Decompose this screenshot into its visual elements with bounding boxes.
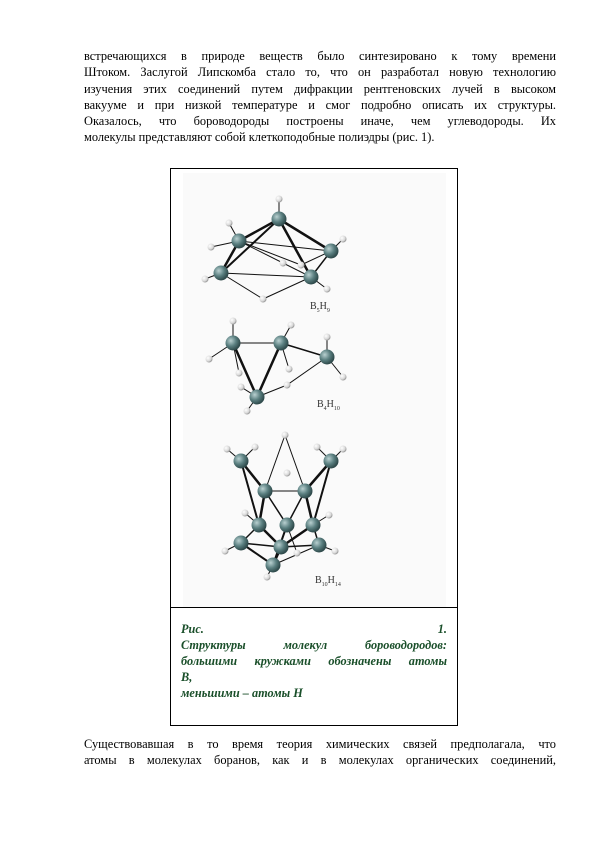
- text-line: атомы в молекулах боранов, как и в молекулах органических соединений,: [84, 753, 556, 768]
- caption-line: большими кружками обозначены атомы: [181, 654, 447, 668]
- figure-frame: [170, 168, 458, 726]
- molecule-structures-image: [183, 173, 446, 607]
- figure-caption: [181, 621, 447, 701]
- paragraph-top: [84, 48, 556, 146]
- text-line: Существовавшая в то время теория химических связей предполагала, что: [84, 737, 556, 751]
- b4h10-molecule: [206, 318, 347, 415]
- text-line: изучения этих соединений путем дифракции рентгеновских лучей в высоком: [84, 81, 556, 96]
- borane-structures-illustration: [183, 173, 446, 607]
- figure-divider: [171, 607, 457, 608]
- caption-fig-label: Рис.: [181, 622, 204, 636]
- text-line: Штоком. Заслугой Липскомба стало то, что он разработал новую технологию: [84, 65, 556, 80]
- text-line: вакууме и при низкой температуре и смог подробно описать их структуры.: [84, 97, 556, 112]
- caption-line: [181, 621, 447, 637]
- b10h14-molecule: [222, 432, 347, 581]
- caption-line: меньшими – атомы H: [181, 686, 303, 700]
- formula-b4h10: $B_4H_{10}$: [317, 399, 340, 412]
- text-line: Оказалось, что бороводороды построены иначе, чем углеводороды. Их: [84, 114, 556, 129]
- caption-line: B,: [181, 670, 193, 684]
- caption-fig-number: 1.: [437, 622, 447, 636]
- caption-line: Структуры молекул бороводородов:: [181, 638, 447, 652]
- paragraph-bottom: [84, 736, 556, 769]
- formula-b10h14: $B_{10}H_{14}$: [315, 575, 341, 588]
- text-line: встречающихся в природе веществ было синтезировано к тому времени: [84, 49, 556, 63]
- text-line: молекулы представляют собой клеткоподобные полиэдры (рис. 1).: [84, 130, 435, 145]
- formula-b5h9: $B_5H_9$: [310, 301, 330, 314]
- b5h9-molecule: [202, 196, 347, 303]
